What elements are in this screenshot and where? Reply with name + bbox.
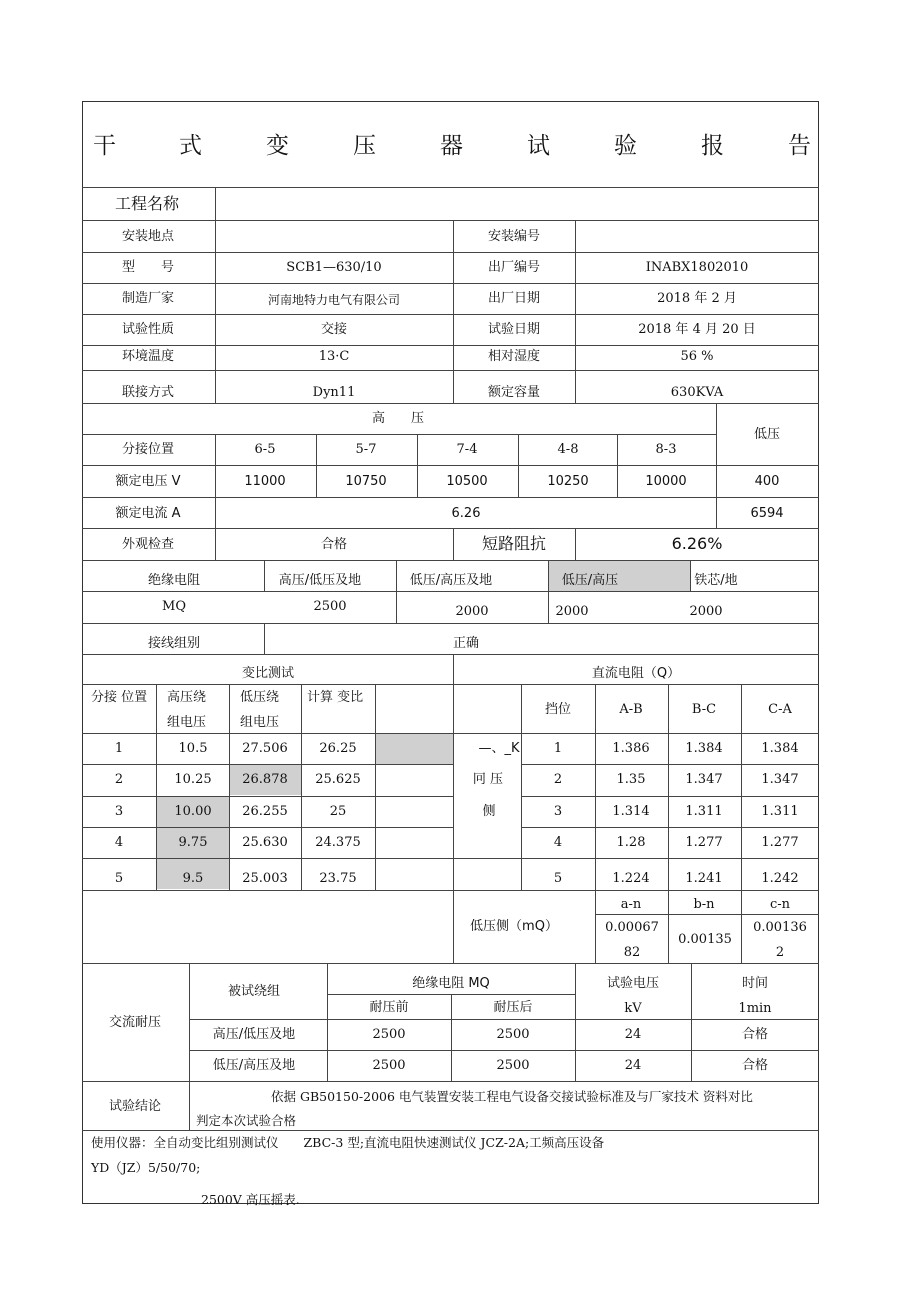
- project-label: 工程名称: [115, 194, 180, 213]
- conclusion-line-2: 判定本次试验合格: [196, 1113, 297, 1128]
- insulation-val1: 2500: [313, 599, 347, 614]
- grid-line: [82, 827, 453, 828]
- dcr-bn-value: 0.00135: [678, 932, 732, 947]
- ac-before: 2500: [372, 1058, 406, 1073]
- grid-line: [82, 654, 819, 655]
- dcr-an-value: 0.00067: [605, 920, 659, 935]
- tap-value: 4-8: [557, 442, 579, 457]
- ratio-tap: 3: [114, 804, 124, 819]
- title-char: 告: [788, 133, 811, 159]
- grid-line: [82, 1081, 819, 1082]
- grid-line: [396, 560, 397, 623]
- ac-after: 2500: [496, 1058, 530, 1073]
- voltage-value: 10250: [547, 474, 589, 489]
- hv-header: 高 压: [371, 411, 425, 426]
- dcr-ca: 1.347: [761, 772, 799, 787]
- insulation-col2: 低压/高压及地: [409, 573, 493, 588]
- dcr-an-label: a-n: [620, 897, 642, 912]
- impedance-label: 短路阻抗: [481, 534, 547, 553]
- grid-line: [189, 1019, 819, 1020]
- humidity-label: 相对湿度: [487, 349, 541, 364]
- grid-line: [264, 623, 265, 654]
- dcr-side-label-1: —、_K: [478, 741, 520, 756]
- ratio-calc: 25: [329, 804, 347, 819]
- ratio-lv: 25.003: [242, 871, 288, 886]
- ac-result: 合格: [741, 1027, 769, 1042]
- grid-line: [82, 858, 819, 859]
- ratio-title: 变比测试: [241, 666, 295, 681]
- grid-line: [575, 220, 576, 403]
- humidity-value: 56 %: [680, 349, 714, 364]
- grid-line: [316, 434, 317, 497]
- ac-winding: 低压/高压及地: [212, 1058, 296, 1073]
- grid-line: [82, 370, 819, 371]
- dcr-bc: 1.241: [685, 871, 723, 886]
- ac-winding: 高压/低压及地: [212, 1027, 296, 1042]
- ac-ins-label: 绝缘电阻 MQ: [412, 976, 490, 991]
- grid-line: [521, 796, 819, 797]
- dcr-bc: 1.277: [685, 835, 723, 850]
- capacity-label: 额定容量: [487, 385, 541, 400]
- dcr-ca: 1.242: [761, 871, 799, 886]
- temp-value: 13·C: [318, 349, 350, 364]
- ac-label: 交流耐压: [108, 1015, 162, 1030]
- grid-line: [521, 827, 819, 828]
- test-date-label: 试验日期: [487, 322, 541, 337]
- ac-after-label: 耐压后: [493, 1000, 533, 1015]
- insulation-col1: 高压/低压及地: [278, 573, 362, 588]
- factory-date-label: 出厂日期: [487, 291, 541, 306]
- dcr-ca: 1.277: [761, 835, 799, 850]
- connection-value: Dyn11: [312, 385, 356, 400]
- grid-line: [453, 654, 454, 963]
- grid-line: [82, 434, 716, 435]
- grid-line: [82, 187, 819, 188]
- grid-line: [327, 963, 328, 1081]
- grid-line: [229, 684, 230, 890]
- ratio-lv: 26.255: [242, 804, 288, 819]
- ac-volt-label: 试验电压: [606, 976, 660, 991]
- grid-line: [451, 994, 452, 1081]
- ratio-hv: 9.5: [182, 871, 204, 886]
- insulation-unit: MQ: [162, 599, 186, 614]
- ac-time-value: 1min: [738, 1001, 772, 1016]
- dcr-ca: 1.311: [761, 804, 799, 819]
- grid-line: [82, 497, 819, 498]
- dcr-ab: 1.386: [612, 741, 650, 756]
- dcr-ab: 1.314: [612, 804, 650, 819]
- grid-line: [215, 220, 216, 403]
- ac-before-label: 耐压前: [369, 1000, 409, 1015]
- ac-volt: 24: [624, 1027, 642, 1042]
- dcr-bc: 1.384: [685, 741, 723, 756]
- shade-ratio-r1: [376, 734, 453, 764]
- ratio-lv: 26.878: [242, 772, 288, 787]
- grid-line: [518, 434, 519, 497]
- ac-result: 合格: [741, 1058, 769, 1073]
- title-char: 式: [179, 133, 202, 159]
- tap-label: 分接位置: [121, 442, 175, 457]
- ratio-hv: 10.5: [178, 741, 208, 756]
- dcr-tap-header: 挡位: [544, 702, 572, 717]
- title-char: 干: [93, 133, 116, 159]
- instruments-line-2: YD（JZ）5/50/70;: [91, 1160, 201, 1175]
- grid-line: [189, 1050, 819, 1051]
- insulation-val3: 2000: [555, 604, 589, 619]
- grid-line: [595, 684, 596, 963]
- conclusion-line-1: 依据 GB50150-2006 电气装置安装工程电气设备交接试验标准及与厂家技术 资料对比: [271, 1089, 753, 1104]
- ac-after: 2500: [496, 1027, 530, 1042]
- vector-group-label: 接线组别: [147, 636, 201, 651]
- lv-header: 低压: [753, 427, 781, 442]
- title-char: 试: [527, 133, 550, 159]
- grid-line: [189, 963, 190, 1081]
- grid-line: [82, 528, 819, 529]
- ratio-hv-header-1: 高压绕: [167, 690, 207, 705]
- dcr-bc: 1.311: [685, 804, 723, 819]
- factory-date-value: 2018 年 2 月: [657, 291, 737, 306]
- test-type-label: 试验性质: [121, 322, 175, 337]
- ac-volt: 24: [624, 1058, 642, 1073]
- dcr-bn-label: b-n: [693, 897, 715, 912]
- grid-line: [82, 1130, 819, 1131]
- ratio-calc: 26.25: [319, 741, 357, 756]
- title-char: 压: [353, 133, 376, 159]
- grid-line: [82, 684, 819, 685]
- dcr-tap: 4: [553, 835, 563, 850]
- grid-line: [575, 963, 576, 1081]
- ratio-tap: 1: [114, 741, 124, 756]
- grid-line: [82, 591, 819, 592]
- grid-line: [521, 764, 819, 765]
- tap-value: 8-3: [655, 442, 677, 457]
- ratio-calc: 23.75: [319, 871, 357, 886]
- impedance-value: 6.26%: [671, 534, 723, 553]
- connection-label: 联接方式: [121, 385, 175, 400]
- grid-line: [189, 1081, 190, 1130]
- appearance-value: 合格: [320, 537, 348, 552]
- title-char: 变: [266, 133, 289, 159]
- current-label: 额定电流 A: [115, 506, 181, 521]
- ratio-hv: 9.75: [178, 835, 208, 850]
- dcr-lv-label: 低压侧（mQ）: [470, 919, 558, 934]
- insulation-label: 绝缘电阻: [147, 573, 201, 588]
- dcr-ca-header: C-A: [768, 702, 792, 717]
- title-char: 报: [701, 133, 724, 159]
- ratio-calc: 25.625: [315, 772, 361, 787]
- grid-line: [82, 560, 819, 561]
- grid-line: [82, 283, 819, 284]
- instruments-line-3: 2500V 高压摇表.: [201, 1192, 300, 1207]
- ac-before: 2500: [372, 1027, 406, 1042]
- maker-label: 制造厂家: [121, 291, 175, 306]
- dcr-tap: 1: [553, 741, 563, 756]
- grid-line: [617, 434, 618, 497]
- grid-line: [741, 684, 742, 963]
- hv-current-value: 6.26: [451, 506, 481, 521]
- title-char: 器: [440, 133, 463, 159]
- grid-line: [301, 684, 302, 890]
- insulation-col4: 铁芯/地: [694, 573, 738, 588]
- grid-line: [668, 684, 669, 963]
- grid-line: [521, 684, 522, 890]
- install-no-label: 安装编号: [487, 229, 541, 244]
- conclusion-label: 试验结论: [108, 1099, 162, 1114]
- maker-value: 河南地特力电气有限公司: [267, 293, 401, 307]
- lv-current-value: 6594: [750, 506, 784, 521]
- ratio-lv-header-1: 低压绕: [240, 690, 280, 705]
- appearance-label: 外观检查: [121, 537, 175, 552]
- factory-no-value: INABX1802010: [645, 260, 749, 275]
- ratio-hv-header-2: 组电压: [167, 715, 207, 730]
- grid-line: [548, 560, 549, 623]
- ratio-hv: 10.00: [174, 804, 212, 819]
- grid-line: [82, 252, 819, 253]
- grid-line: [82, 623, 819, 624]
- grid-line: [417, 434, 418, 497]
- ratio-tap: 4: [114, 835, 124, 850]
- model-value: SCB1—630/10: [286, 260, 382, 275]
- ratio-hv: 10.25: [174, 772, 212, 787]
- temp-label: 环境温度: [121, 349, 175, 364]
- grid-line: [375, 684, 376, 890]
- tap-value: 5-7: [355, 442, 377, 457]
- dcr-tap: 3: [553, 804, 563, 819]
- insulation-val4: 2000: [689, 604, 723, 619]
- grid-line: [82, 764, 453, 765]
- insulation-val2: 2000: [455, 604, 489, 619]
- insulation-col3: 低压/高压: [561, 573, 619, 588]
- dcr-bc: 1.347: [685, 772, 723, 787]
- grid-line: [82, 733, 819, 734]
- dcr-title: 直流电阻（Q）: [591, 666, 681, 681]
- grid-line: [690, 560, 691, 591]
- location-label: 安装地点: [121, 229, 175, 244]
- ac-time-label: 时间: [741, 976, 769, 991]
- dcr-ab: 1.28: [616, 835, 646, 850]
- grid-line: [82, 963, 819, 964]
- test-date-value: 2018 年 4 月 20 日: [638, 322, 756, 337]
- ratio-lv-header-2: 组电压: [240, 715, 280, 730]
- vector-group-value: 正确: [452, 636, 480, 651]
- grid-line: [82, 890, 819, 891]
- grid-line: [453, 220, 454, 403]
- dcr-ca: 1.384: [761, 741, 799, 756]
- model-label: 型 号: [121, 260, 175, 275]
- dcr-ab-header: A-B: [619, 702, 643, 717]
- title-char: 验: [614, 133, 637, 159]
- dcr-an-value-cont: 82: [623, 945, 641, 960]
- ratio-lv: 27.506: [242, 741, 288, 756]
- ac-winding-label: 被试绕组: [227, 984, 281, 999]
- ratio-calc-header: 计算 变比: [307, 690, 364, 705]
- instruments-line-1: 使用仪器：全自动变比组别测试仪 ZBC-3 型;直流电阻快速测试仪 JCZ-2A;工频高压设备: [91, 1135, 605, 1150]
- grid-line: [156, 684, 157, 890]
- voltage-value: 10500: [446, 474, 488, 489]
- grid-line: [691, 963, 692, 1081]
- grid-line: [82, 796, 453, 797]
- grid-line: [82, 403, 819, 404]
- ac-volt-unit: kV: [624, 1001, 642, 1016]
- dcr-cn-value-cont: 2: [775, 945, 785, 960]
- factory-no-label: 出厂编号: [487, 260, 541, 275]
- grid-line: [575, 528, 576, 560]
- ratio-calc: 24.375: [315, 835, 361, 850]
- ratio-lv: 25.630: [242, 835, 288, 850]
- dcr-tap: 5: [553, 871, 563, 886]
- grid-line: [264, 560, 265, 591]
- grid-line: [82, 220, 819, 221]
- grid-line: [215, 187, 216, 220]
- dcr-side-label-3: 侧: [482, 804, 496, 819]
- dcr-cn-label: c-n: [769, 897, 791, 912]
- test-type-value: 交接: [320, 322, 348, 337]
- dcr-ab: 1.224: [612, 871, 650, 886]
- grid-line: [82, 345, 819, 346]
- dcr-cn-value: 0.00136: [753, 920, 807, 935]
- voltage-value: 11000: [244, 474, 286, 489]
- capacity-value: 630KVA: [670, 385, 724, 400]
- grid-line: [82, 314, 819, 315]
- voltage-value: 10750: [345, 474, 387, 489]
- grid-line: [716, 403, 717, 528]
- dcr-side-label-2: 冋 压: [472, 772, 504, 787]
- grid-line: [453, 528, 454, 560]
- tap-value: 6-5: [254, 442, 276, 457]
- ratio-tap: 2: [114, 772, 124, 787]
- dcr-bc-header: B-C: [691, 702, 717, 717]
- voltage-label: 额定电压 V: [115, 474, 181, 489]
- grid-line: [595, 914, 819, 915]
- dcr-tap: 2: [553, 772, 563, 787]
- dcr-ab: 1.35: [616, 772, 646, 787]
- tap-value: 7-4: [456, 442, 478, 457]
- lv-voltage-value: 400: [754, 474, 780, 489]
- grid-line: [215, 434, 216, 560]
- ratio-tap-header: 分接 位置: [91, 690, 148, 705]
- grid-line: [82, 465, 819, 466]
- ratio-tap: 5: [114, 871, 124, 886]
- voltage-value: 10000: [645, 474, 687, 489]
